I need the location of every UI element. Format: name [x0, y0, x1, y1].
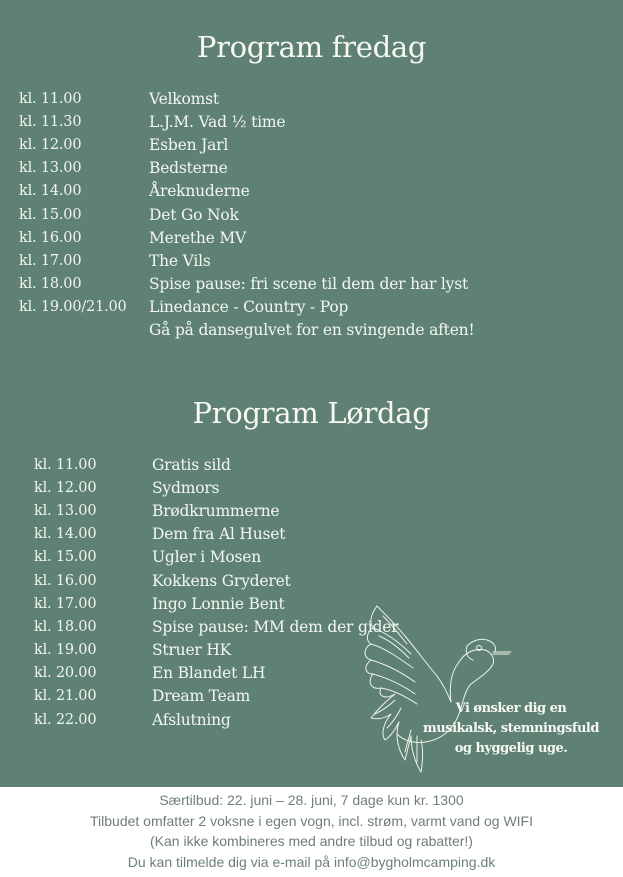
act: Struer HK — [152, 641, 232, 660]
saturday-title: Program Lørdag — [192, 396, 431, 430]
schedule-row — [34, 569, 398, 592]
time: kl. 14.00 — [34, 526, 97, 543]
act: Dream Team — [152, 687, 251, 706]
time: kl. 16.00 — [34, 572, 97, 589]
schedule-row — [19, 110, 475, 133]
act: Esben Jarl — [149, 135, 229, 154]
schedule-row — [34, 639, 398, 662]
wish-line: Vi ønsker dig en — [455, 701, 567, 716]
schedule-row — [34, 499, 398, 522]
time: kl. 19.00 — [34, 642, 97, 659]
schedule-row — [19, 273, 475, 296]
schedule-row — [19, 180, 475, 203]
act: Merethe MV — [149, 228, 247, 247]
schedule-row — [19, 226, 475, 249]
act: Bedsterne — [149, 159, 228, 178]
schedule-row — [19, 319, 475, 342]
friday-title: Program fredag — [196, 30, 427, 64]
act: En Blandet LH — [152, 664, 266, 683]
offer-line: Tilbudet omfatter 2 voksne i egen vogn, incl. strøm, varmt vand og WIFI — [90, 812, 533, 829]
time: kl. 22.00 — [34, 711, 97, 728]
time: kl. 17.00 — [19, 252, 82, 269]
offer-line: (Kan ikke kombineres med andre tilbud og rabatter!) — [150, 833, 473, 849]
schedule-row — [34, 476, 398, 499]
act: Gå på dansegulvet for en svingende aften! — [149, 321, 475, 340]
offer-footer — [0, 790, 623, 872]
time: kl. 12.00 — [19, 136, 82, 153]
time: kl. 12.00 — [34, 479, 97, 496]
act: Velkomst — [149, 89, 219, 108]
time: kl. 17.00 — [34, 595, 97, 612]
time: kl. 19.00/21.00 — [19, 299, 127, 316]
time: kl. 15.00 — [19, 206, 82, 223]
wish-line: musikalsk, stemningsfuld — [423, 721, 599, 736]
time: kl. 14.00 — [19, 183, 82, 200]
schedule-row — [19, 203, 475, 226]
act: Ingo Lonnie Bent — [152, 594, 285, 613]
schedule-row — [34, 546, 398, 569]
schedule-row — [34, 453, 398, 476]
schedule-row — [34, 523, 398, 546]
act: Åreknuderne — [149, 182, 250, 201]
schedule-row — [34, 615, 398, 638]
act: Spise pause: MM dem der gider — [152, 617, 399, 636]
act: Dem fra Al Huset — [152, 525, 286, 544]
schedule-row — [34, 708, 398, 731]
act: Linedance - Country - Pop — [149, 298, 349, 317]
time: kl. 13.00 — [19, 160, 82, 177]
time: kl. 11.30 — [19, 113, 82, 130]
schedule-row — [19, 296, 475, 319]
time: kl. 11.00 — [19, 90, 82, 107]
wish-message — [418, 699, 604, 759]
act: Brødkrummerne — [152, 501, 280, 520]
offer-line: Særtilbud: 22. juni – 28. juni, 7 dage kun kr. 1300 — [159, 792, 464, 808]
act: Gratis sild — [152, 455, 231, 474]
wish-line: og hyggelig uge. — [454, 741, 568, 756]
schedule-row — [34, 592, 398, 615]
time: kl. 15.00 — [34, 549, 97, 566]
time: kl. 13.00 — [34, 502, 97, 519]
act: Ugler i Mosen — [152, 548, 262, 567]
saturday-schedule — [34, 453, 398, 731]
act: Det Go Nok — [149, 205, 239, 224]
signup-line: Du kan tilmelde dig via e-mail på info@bygholmcamping.dk — [127, 853, 496, 870]
schedule-row — [34, 685, 398, 708]
friday-schedule — [19, 87, 475, 342]
act: The Vils — [149, 251, 211, 270]
act: L.J.M. Vad ½ time — [149, 112, 286, 131]
time: kl. 11.00 — [34, 456, 97, 473]
time: kl. 21.00 — [34, 688, 97, 705]
schedule-row — [19, 133, 475, 156]
act: Spise pause: fri scene til dem der har lyst — [149, 275, 468, 294]
time: kl. 20.00 — [34, 665, 97, 682]
act: Sydmors — [152, 478, 220, 497]
schedule-row — [19, 157, 475, 180]
schedule-row — [19, 87, 475, 110]
time: kl. 18.00 — [34, 618, 97, 635]
time: kl. 16.00 — [19, 229, 82, 246]
schedule-row — [19, 249, 475, 272]
time: kl. 18.00 — [19, 276, 82, 293]
act: Afslutning — [152, 710, 231, 729]
schedule-row — [34, 662, 398, 685]
act: Kokkens Gryderet — [152, 571, 291, 590]
